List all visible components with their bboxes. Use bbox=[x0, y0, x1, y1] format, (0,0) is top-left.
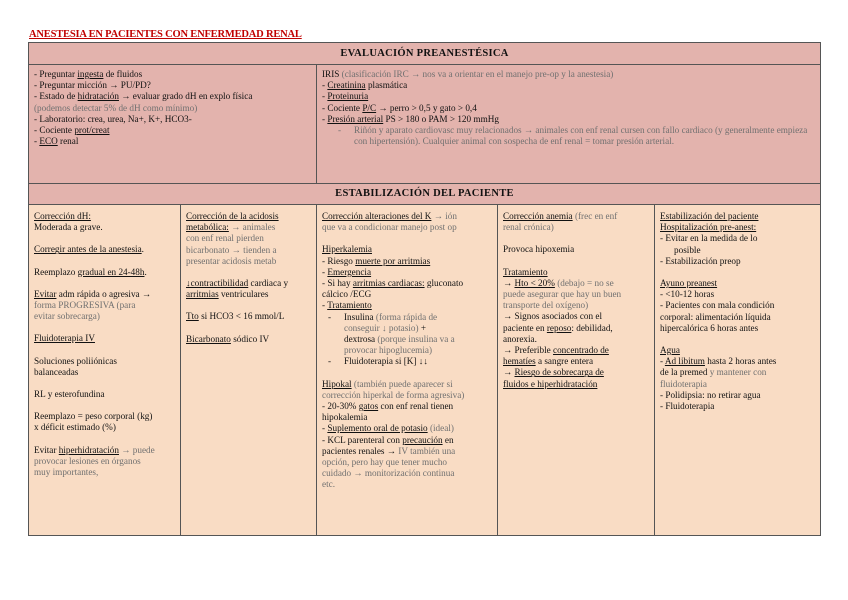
stab-col-hospitalization: Estabilización del paciente Hospitalización pre-anest: - Evitar en la medida de lo posible - Estabilización preop Ayuno preanest - <10-12 horas - Pacientes con mala condición corporal: alimentación líquida hipercalórica 6 horas antes Agua - Ad libitum hasta 2 horas antes de la premed y mantener con fluidoterapia - Polidipsia: no retirar agua - Fluidoterapia bbox=[655, 205, 821, 536]
eval-left-line: (podemos detectar 5% de dH como mínimo) bbox=[34, 102, 198, 113]
eval-right-subitem: - Riñón y aparato cardiovasc muy relacionados → animales con enf renal cursen con fallo cardiaco (y generalmente empieza con hipertensión). Cualquier animal con sospecha de enf renal = tomar presión arterial. bbox=[338, 125, 808, 147]
eval-left-cell bbox=[29, 65, 317, 184]
eval-left-line: - Laboratorio: crea, urea, Na+, K+, HCO3- bbox=[34, 113, 192, 124]
eval-header: EVALUACIÓN PREANESTÉSICA bbox=[29, 43, 821, 65]
col-heading: Corrección dH: bbox=[34, 211, 91, 221]
col-heading: Corrección alteraciones del K → ión bbox=[322, 211, 457, 221]
stab-col-dh: Corrección dH: Moderada a grave. Corregir antes de la anestesia. Reemplazo gradual en 24-48h. Evitar adm rápida o agresiva → forma PROGRESIVA (para evitar sobrecarga) Fluidoterapia IV Soluciones poliiónicas balanceadas RL y esterofundina Reemplazo = peso corporal (kg) x déficit estimado (%) Evitar hiperhidratación → puede provocar lesiones en órganos muy importantes, bbox=[29, 205, 181, 536]
eval-left-line: - ECO renal bbox=[34, 136, 79, 147]
eval-left-line: - Preguntar micción → PU/PD? bbox=[34, 80, 151, 91]
col-heading: Estabilización del paciente bbox=[660, 211, 759, 221]
stab-col-acidosis: Corrección de la acidosis metabólica: → animales con enf renal pierden bicarbonato → tienden a presentar acidosis metab ↓contractibilidad cardiaca y arritmias ventriculares Tto si HCO3 < 16 mmol/L Bicarbonato sódico IV bbox=[181, 205, 317, 536]
eval-left-line: - Cociente prot/creat bbox=[34, 125, 110, 136]
anesthesia-table bbox=[28, 42, 821, 536]
eval-right-line: - Creatinina plasmática bbox=[322, 80, 408, 91]
eval-right-line: IRIS (clasificación IRC → nos va a orientar en el manejo pre-op y la anestesia) bbox=[322, 69, 614, 79]
eval-right-cell bbox=[317, 65, 821, 184]
eval-right-line: - Proteinuria bbox=[322, 91, 369, 102]
treatment-subitem: - Insulina (forma rápida de conseguir ↓ potasio) + dextrosa (porque insulina va a provocar hipoglucemia) bbox=[328, 311, 455, 356]
stab-col-potassium: Corrección alteraciones del K → ión que va a condicionar manejo post op Hiperkalemia - Riesgo muerte por arritmias - Emergencia - Si hay arritmias cardiacas: gluconato cálcico /ECG - Tratamiento - Insulina (forma rápida de conseguir ↓ potasio) + dextrosa (porque insulina va a provocar hipoglucemia) - Fluidoterapia si [K] ↓↓ Hipokal (también puede aparecer si corrección hiperkal de forma agresiva) - 20-30% gatos con enf renal tienen hipokalemia - Suplemento oral de potasio (ideal) - KCL parenteral con precaución en pacientes renales → IV también una opción, pero hay que tener mucho cuidado → monitorización continua etc. bbox=[317, 205, 498, 536]
stab-header: ESTABILIZACIÓN DEL PACIENTE bbox=[29, 184, 821, 205]
stab-col-anemia: Corrección anemia (frec en enf renal crónica) Provoca hipoxemia Tratamiento → Hto < 20% (debajo = no se puede asegurar que hay un buen transporte del oxígeno) → Signos asociados con el paciente en reposo: debilidad, anorexia. → Preferible concentrado de hematíes a sangre entera → Riesgo de sobrecarga de fluidos e hiperhidratación bbox=[498, 205, 655, 536]
treatment-subitem: - Fluidoterapia si [K] ↓↓ bbox=[328, 356, 428, 367]
eval-left-line: - Preguntar ingesta de fluidos bbox=[34, 69, 143, 79]
eval-right-line: - Cociente P/C → perro > 0,5 y gato > 0,4 bbox=[322, 102, 477, 113]
eval-right-line: - Presión arterial PS > 180 o PAM > 120 mmHg bbox=[322, 113, 499, 124]
col-heading: Corrección anemia (frec en enf bbox=[503, 211, 618, 221]
col-heading: Corrección de la acidosis bbox=[186, 211, 279, 221]
document-title: ANESTESIA EN PACIENTES CON ENFERMEDAD RENAL bbox=[29, 29, 302, 40]
eval-left-line: - Estado de hidratación → evaluar grado dH en explo física bbox=[34, 91, 253, 102]
